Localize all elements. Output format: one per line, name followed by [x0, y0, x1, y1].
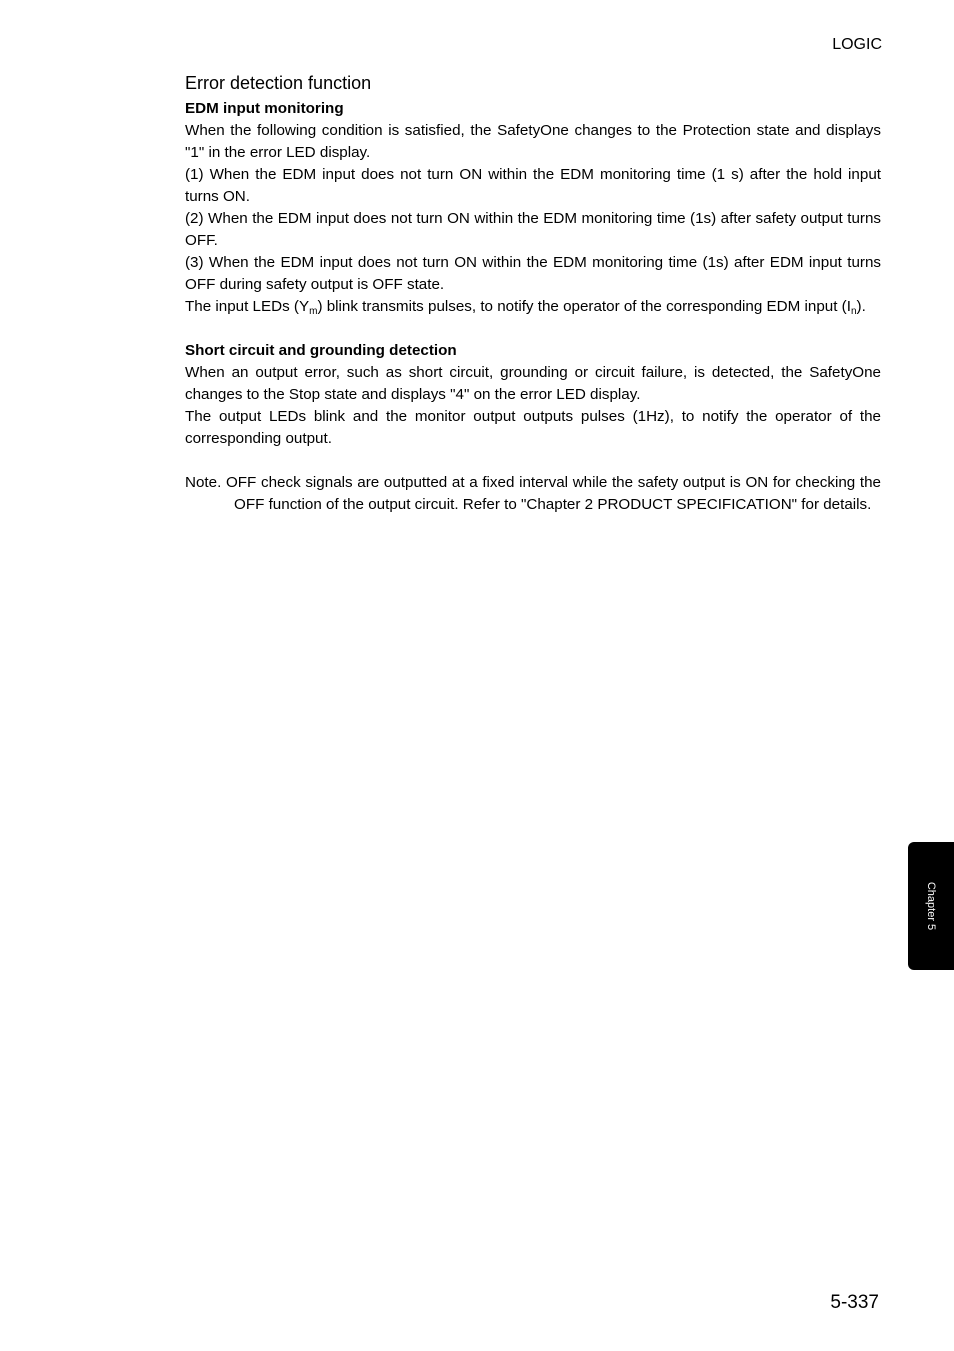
edm-leds-sub-m: m	[309, 306, 318, 317]
page-number: 5-337	[830, 1292, 879, 1313]
edm-leds-text-3: ).	[856, 298, 866, 315]
note-paragraph: Note. OFF check signals are outputted at a fixed interval while the safety output is ON for checking the OFF function of the output circuit. Refer to "Chapter 2 PRODUCT SPECIFICATION" for details.	[185, 474, 881, 513]
short-circuit-paragraph-1: When an output error, such as short circuit, grounding or circuit failure, is detected, the SafetyOne changes to the Stop state and displays "4" on the error LED display.	[185, 364, 881, 403]
chapter-tab-label: Chapter 5	[925, 881, 937, 931]
spacer	[185, 318, 881, 340]
edm-leds-text-2: ) blink transmits pulses, to notify the operator of the corresponding EDM input (I	[317, 298, 851, 315]
edm-leds-sub-n: n	[850, 306, 857, 317]
short-circuit-paragraph-2: The output LEDs blink and the monitor output outputs pulses (1Hz), to notify the operator of the corresponding output.	[185, 408, 881, 447]
section-title: Error detection function	[185, 73, 372, 93]
edm-condition-2: (2) When the EDM input does not turn ON within the EDM monitoring time (1s) after safety output turns OFF.	[185, 210, 881, 249]
edm-heading: EDM input monitoring	[185, 100, 344, 117]
running-header: LOGIC	[832, 36, 882, 53]
edm-intro: When the following condition is satisfied, the SafetyOne changes to the Protection state and displays "1" in the error LED display.	[185, 122, 881, 161]
spacer	[185, 450, 881, 472]
chapter-tab	[908, 842, 954, 970]
main-content	[185, 72, 881, 516]
edm-leds-paragraph	[185, 296, 881, 318]
short-circuit-heading: Short circuit and grounding detection	[185, 342, 457, 359]
edm-condition-3: (3) When the EDM input does not turn ON within the EDM monitoring time (1s) after EDM input turns OFF during safety output is OFF state.	[185, 254, 881, 293]
edm-condition-1: (1) When the EDM input does not turn ON within the EDM monitoring time (1 s) after the hold input turns ON.	[185, 166, 881, 205]
edm-leds-text-1: The input LEDs (Y	[185, 298, 310, 315]
